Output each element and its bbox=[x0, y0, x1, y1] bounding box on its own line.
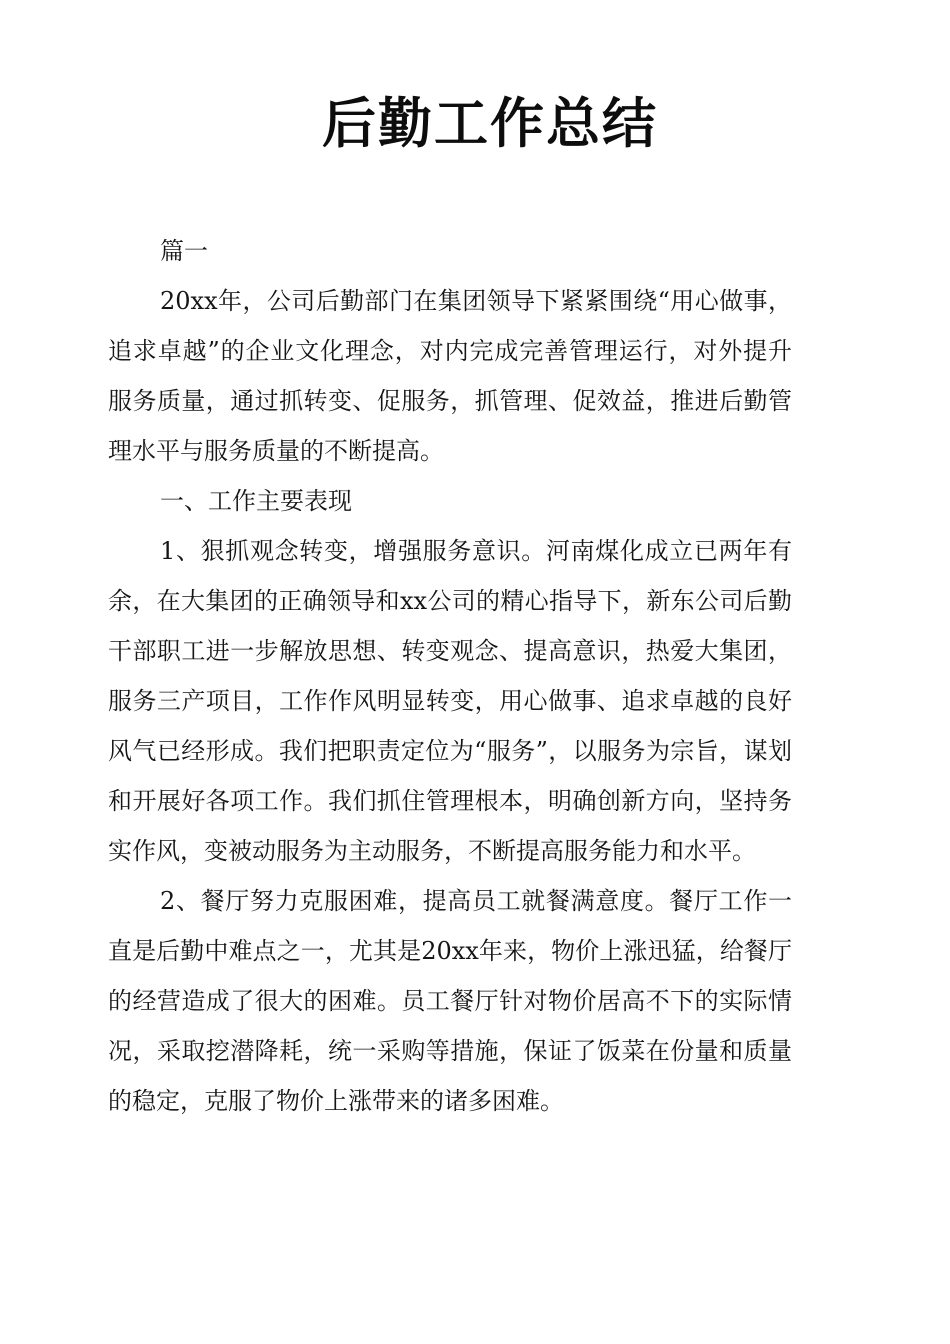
paragraph-heading-main-performance: 一、工作主要表现 bbox=[160, 487, 352, 515]
document-title: 后勤工作总结 bbox=[322, 92, 658, 155]
paragraph-section-label: 篇一 bbox=[160, 237, 208, 265]
paragraph-item-1: 1、狠抓观念转变，增强服务意识。河南煤化成立已两年有余，在大集团的正确领导和xx公司的精心指导下，新东公司后勤干部职工进一步解放思想、转变观念、提高意识，热爱大集团，服务三产项目，工作作风明显转变，用心做事、追求卓越的良好风气已经形成。我们把职责定位为“服务”，以服务为宗旨，谋划和开展好各项工作。我们抓住管理根本，明确创新方向，坚持务实作风，变被动服务为主动服务，不断提高服务能力和水平。 bbox=[108, 537, 792, 865]
document-body bbox=[108, 226, 792, 1126]
paragraph-item-2: 2、餐厅努力克服困难，提高员工就餐满意度。餐厅工作一直是后勤中难点之一，尤其是20xx年来，物价上涨迅猛，给餐厅的经营造成了很大的困难。员工餐厅针对物价居高不下的实际情况，采取挖潜降耗，统一采购等措施，保证了饭菜在份量和质量的稳定，克服了物价上涨带来的诸多困难。 bbox=[108, 887, 792, 1115]
paragraph-intro: 20xx年，公司后勤部门在集团领导下紧紧围绕“用心做事，追求卓越”的企业文化理念，对内完成完善管理运行，对外提升服务质量，通过抓转变、促服务，抓管理、促效益，推进后勤管理水平与服务质量的不断提高。 bbox=[108, 287, 792, 465]
